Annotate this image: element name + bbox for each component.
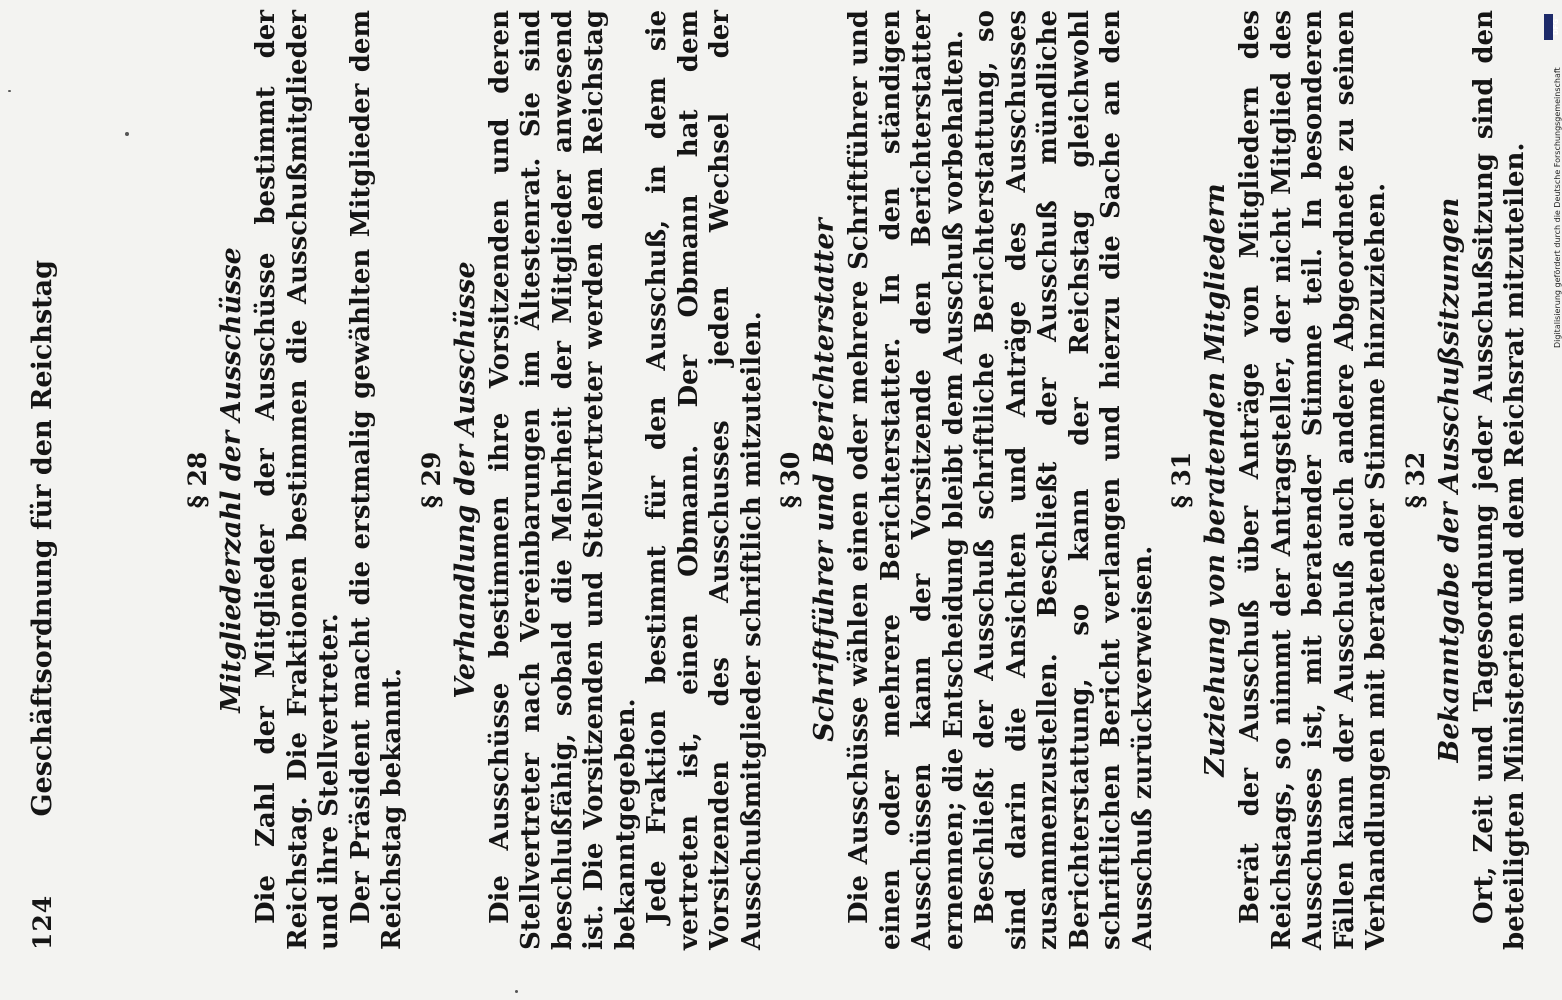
scan-speck [515,990,518,993]
section-32 [1399,10,1532,950]
section-title: Verhandlung der Ausschüsse [449,261,481,699]
paragraph: Die Ausschüsse wählen einen oder mehrere Schriftführer und einen oder mehrere Berichterstatter. In den ständigen Ausschüssen kann der Vorsitzende den Berichterstatter ernennen; die Entscheidung bleibt dem Ausschuß vorbehalten. [844,10,969,950]
paragraph: Berät der Ausschuß über Anträge von Mitgliedern des Reichstags, so nimmt der Antragsteller, der nicht Mitglied des Ausschusses ist, mit beratender Stimme teil. In besonderen Fällen kann der Ausschuß auch andere Abgeordnete zu seinen Verhandlungen mit beratender Stimme hinzuziehen. [1235,10,1391,950]
section-number: § 28 [183,451,212,509]
section-28 [181,10,409,950]
section-title: Zuziehung von beratenden Mitgliedern [1200,183,1231,777]
dfg-logo-text: DFG [1552,18,1560,36]
funding-note [1544,8,1562,998]
section-number: § 30 [776,451,805,509]
scan-speck [8,90,11,92]
section-title: Bekanntgabe der Ausschußsitzungen [1433,197,1465,763]
section-number: § 29 [416,451,446,509]
paragraph: Jede Fraktion bestimmt für den Ausschuß, in dem sie vertreten ist, einen Obmann. Der Obmann hat dem Vorsitzenden des Ausschusses jeden Wechsel der Ausschußmitglieder schriftlich mitzuteilen. [642,10,767,950]
rotated-page [22,10,1530,950]
paragraph: Ort, Zeit und Tagesordnung jeder Ausschußsitzung sind den beteiligten Ministerien und dem Reichsrat mitzuteilen. [1468,10,1530,950]
section-29 [415,10,769,950]
paragraph: Die Zahl der Mitglieder der Ausschüsse bestimmt der Reichstag. Die Fraktionen bestimmen die Ausschußmitglieder und ihre Stellvertreter. [251,10,344,950]
paragraph: Der Präsident macht die erstmalig gewählten Mitglieder dem Reichstag bekannt. [345,10,407,950]
section-title: Schriftführer und Berichterstatter [809,218,840,742]
page-body [177,10,1538,950]
section-number: § 31 [1167,451,1196,509]
section-number: § 32 [1400,451,1430,509]
section-30 [774,10,1159,950]
section-title: Mitgliederzahl der Ausschüsse [216,247,247,713]
section-31 [1165,10,1393,950]
scan-speck [125,132,129,136]
funding-note-text: Digitalisierung gefördert durch die Deutsche Forschungsgemeinschaft [1553,67,1562,348]
page-header [22,10,62,950]
dfg-logo [1544,14,1560,40]
running-title: Geschäftsordnung für den Reichstag [26,260,58,817]
paragraph: Die Ausschüsse bestimmen ihre Vorsitzenden und deren Stellvertreter nach Vereinbarungen im Ältestenrat. Sie sind beschlußfähig, sobald die Mehrheit der Mitglieder anwesend ist. Die Vorsitzenden und Stellvertreter werden dem Reichstag bekanntgegeben. [484,10,641,950]
paragraph: Beschließt der Ausschuß schriftliche Berichterstattung, so sind darin die Ansichten und Anträge des Ausschusses zusammenzustellen. Beschließt der Ausschuß mündliche Berichterstattung, so kann der Reichstag gleichwohl schriftlichen Bericht verlangen und hierzu die Sache an den Ausschuß zurückverweisen. [970,10,1158,950]
page-number: 124 [27,894,57,950]
